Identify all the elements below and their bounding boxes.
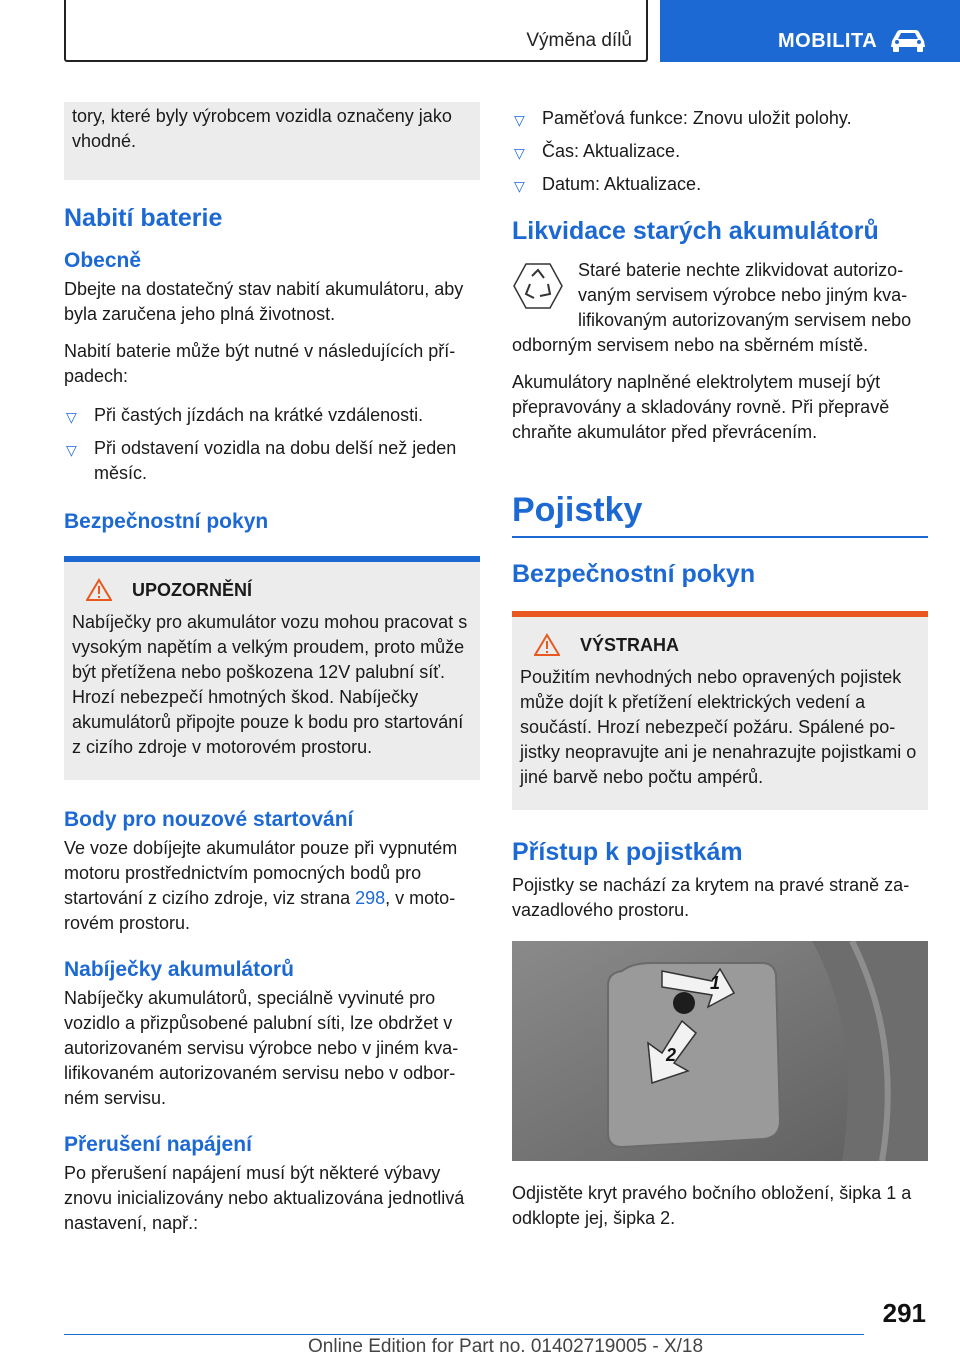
general-paragraph-1: Dbejte na dostatečný stav nabití akumulátoru, aby byla zaručena jeho plná životnost. xyxy=(64,279,464,324)
warning-header xyxy=(520,633,920,657)
intro-text: tory, které byly výrobcem vozidla označeny jako vhodné. xyxy=(72,106,452,151)
warning-text: Použitím nevhodných nebo opravených pojistek může dojít k přetížení elektrických vedení a součástí. Hrozí nebezpečí požáru. Spálené pojistky neopravujte ani je nenahrazujte pojistkami o jiné barvě nebo počtu ampérů. xyxy=(520,667,917,787)
footer-divider xyxy=(64,1334,864,1335)
footer-edition: Online Edition for Part no. 01402719005 - X/18 xyxy=(308,1336,704,1357)
disposal-paragraph-2: Akumulátory naplněné elektrolytem musejí být přepravovány a skladovány rovně. Při přepravě chraňte akumulátor před převrácením. xyxy=(512,372,890,442)
chargers-heading: Nabíječky akumulátorů xyxy=(64,958,294,981)
general-paragraph-2: Nabití baterie může být nutné v následujících případech: xyxy=(64,341,456,386)
fuse-cover-illustration xyxy=(512,941,928,1161)
disposal-heading: Likvidace starých akumulátorů xyxy=(512,217,879,245)
list-item: ▽ Při častých jízdách na krátké vzdálenosti. xyxy=(64,403,480,428)
header-chapter-label: MOBILITA xyxy=(778,30,878,52)
warning-box xyxy=(512,617,928,810)
notice-text: Nabíječky pro akumulátor vozu mohou pracovat s vysokým napětím a velkým proudem, proto může být přetížena nebo poškozena 12V palubní síť. Hrozí nebezpečí hmotných škod. Nabíječky akumulátorů připojte pouze k bodu pro startování z cizího zdroje v motorovém prostoru. xyxy=(72,612,468,757)
photo-caption: Odjistěte kryt pravého bočního obložení, šipka 1 a odklopte jej, šipka 2. xyxy=(512,1183,912,1228)
fuse-access-heading: Přístup k pojistkám xyxy=(512,838,743,866)
fuse-access-paragraph: Pojistky se nachází za krytem na pravé straně zavazadlového prostoru. xyxy=(512,875,910,920)
interruption-heading: Přerušení napájení xyxy=(64,1133,252,1156)
list-item: ▽ Datum: Aktualizace. xyxy=(512,172,928,197)
list-item: ▽ Čas: Aktualizace. xyxy=(512,139,928,164)
fuses-heading: Pojistky xyxy=(512,491,643,529)
notice-header xyxy=(72,578,472,602)
recycle-icon xyxy=(512,260,564,312)
list-item: ▽ Při odstavení vozidla na dobu delší než jeden měsíc. xyxy=(66,438,457,483)
warning-label: VÝSTRAHA xyxy=(580,634,680,655)
page-number: 291 xyxy=(882,1298,926,1328)
intro-box xyxy=(64,102,480,180)
car-icon xyxy=(888,27,928,53)
triangle-bullet-icon: ▽ xyxy=(514,112,525,128)
fuses-title-block xyxy=(512,491,928,538)
warning-triangle-icon xyxy=(86,578,112,602)
warning-triangle-icon xyxy=(534,633,560,657)
chargers-paragraph: Nabíječky akumulátorů, speciálně vyvinuté pro vozidlo a přizpůsobené palubní síti, lze obdržet v autorizovaném servisu výrobce nebo v jiném kvalifikovaném autorizovaném servisu nebo v odborném servisu. xyxy=(64,988,459,1108)
triangle-bullet-icon: ▽ xyxy=(66,442,77,458)
triangle-bullet-icon: ▽ xyxy=(514,145,525,161)
disposal-paragraph-1: Staré baterie nechte zlikvidovat autorizovaným servisem výrobce nebo jiným kvalifikovaným autorizovaným servisem nebo odborným servisem nebo na sběrném místě. xyxy=(512,260,912,355)
notice-box xyxy=(64,562,480,780)
page-link[interactable]: 298 xyxy=(355,888,386,908)
general-bullet-list xyxy=(64,403,480,486)
header-section-box xyxy=(64,0,648,62)
settings-bullet-list xyxy=(512,106,928,197)
arrow-label-1: 1 xyxy=(710,973,721,993)
battery-heading: Nabití baterie xyxy=(64,204,223,232)
disposal-block xyxy=(512,258,928,370)
arrow-label-2: 2 xyxy=(666,1045,677,1065)
triangle-bullet-icon: ▽ xyxy=(514,178,525,194)
header-chapter-tab[interactable] xyxy=(660,0,960,62)
notice-label: UPOZORNĚNÍ xyxy=(132,579,253,600)
jump-start-heading: Body pro nouzové startování xyxy=(64,808,354,831)
safety-heading: Bezpečnostní pokyn xyxy=(64,510,269,533)
jump-start-paragraph: Ve voze dobíjejte akumulátor pouze při vypnutém motoru prostřednictvím pomocných bodů pro startování z cizího zdroje, viz strana 298, v motorovém prostoru. xyxy=(64,838,458,933)
header-section-title: Výměna dílů xyxy=(526,30,632,51)
general-heading: Obecně xyxy=(64,249,142,272)
list-item: ▽ Paměťová funkce: Znovu uložit polohy. xyxy=(512,106,928,131)
triangle-bullet-icon: ▽ xyxy=(66,409,77,425)
fuse-cover-photo xyxy=(512,941,928,1161)
left-column xyxy=(64,102,480,1248)
fuses-safety-heading: Bezpečnostní pokyn xyxy=(512,560,756,588)
right-column xyxy=(512,102,928,1243)
interruption-paragraph: Po přerušení napájení musí být některé výbavy znovu inicializovány nebo aktualizována jednotlivá nastavení, např.: xyxy=(64,1163,465,1233)
